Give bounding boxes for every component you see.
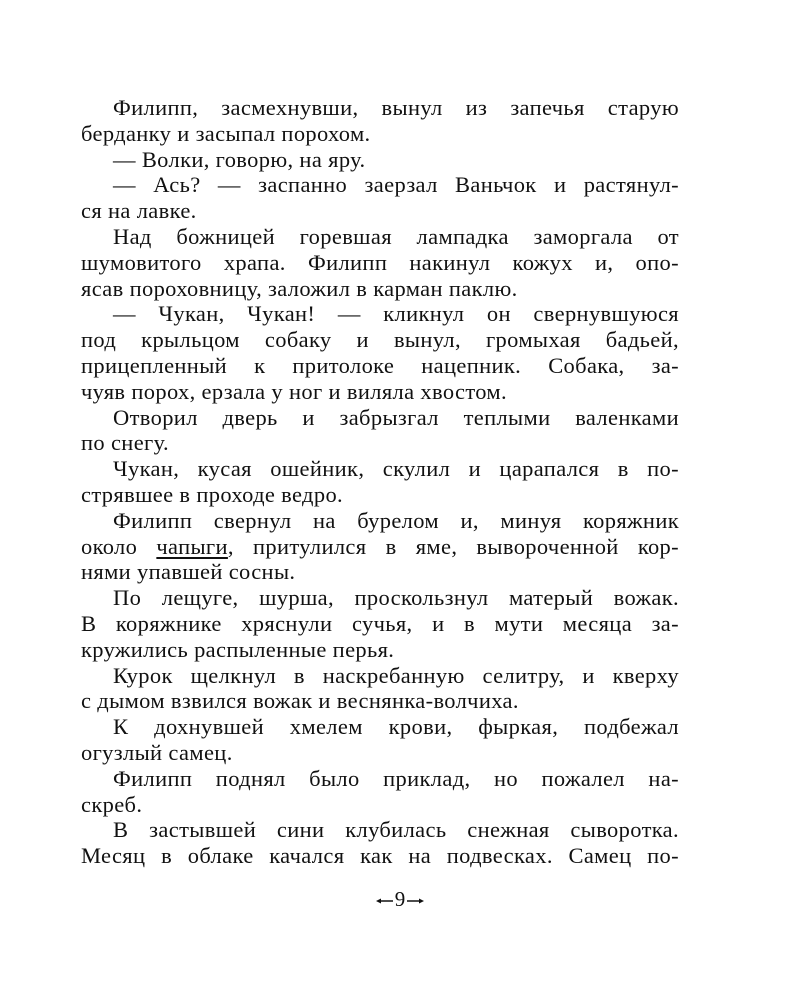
text-line: шумовитого храпа. Филипп накинул кожух и, опо- xyxy=(81,249,679,275)
page-number: 9 xyxy=(394,887,406,911)
text-line: Филипп свернул на бурелом и, минуя коряжник xyxy=(113,507,679,533)
text-fragment: , притулился в яме, вывороченной кор- xyxy=(227,533,679,559)
text-line: ясав пороховницу, заложил в карман паклю. xyxy=(81,275,518,301)
text-line: К дохнувшей хмелем крови, фыркая, подбежал xyxy=(113,714,679,740)
text-line-with-underline xyxy=(81,534,679,560)
text-line: Чукан, кусая ошейник, скулил и царапался в по- xyxy=(113,456,679,482)
text-line: кружились распыленные перья. xyxy=(81,636,395,662)
text-line: с дымом взвился вожак и веснянка-волчиха. xyxy=(81,688,519,714)
text-line: прицепленный к притолоке нацепник. Собака, за- xyxy=(81,352,679,378)
text-line: чуяв порох, ерзала у ног и виляла хвостом. xyxy=(81,378,507,404)
text-line: — Ась? — заспанно заерзал Ваньчок и растянул- xyxy=(113,172,679,198)
text-line: берданку и засыпал порохом. xyxy=(81,120,371,146)
text-line: скреб. xyxy=(81,791,143,817)
text-fragment: около xyxy=(81,533,157,559)
right-ornament-icon xyxy=(407,897,424,905)
text-line: Над божницей горевшая лампадка заморгала от xyxy=(113,223,679,249)
text-line: В коряжнике хряснули сучья, и в мути месяца за- xyxy=(81,610,679,636)
text-line: — Волки, говорю, на яру. xyxy=(113,146,366,172)
left-ornament-icon xyxy=(376,897,393,905)
underlined-word: чапыги xyxy=(156,533,228,559)
text-line: В застывшей сини клубилась снежная сыворотка. xyxy=(113,817,679,843)
text-line: Месяц в облаке качался как на подвесках. Самец по- xyxy=(81,843,679,869)
text-line: Филипп, засмехнувши, вынул из запечья старую xyxy=(113,95,679,120)
text-line: Отворил дверь и забрызгал теплыми валенками xyxy=(113,404,679,430)
text-line: Филипп поднял было приклад, но пожалел на- xyxy=(113,765,679,791)
text-line: под крыльцом собаку и вынул, громыхая бадьей, xyxy=(81,327,679,353)
page-number-footer xyxy=(0,887,800,912)
text-line: — Чукан, Чукан! — кликнул он свернувшуюся xyxy=(113,301,679,327)
text-line: ся на лавке. xyxy=(81,198,197,224)
text-line: По лещуге, шурша, проскользнул матерый вожак. xyxy=(113,585,679,611)
text-line: стрявшее в проходе ведро. xyxy=(81,481,344,507)
text-line: по снегу. xyxy=(81,430,169,456)
body-text xyxy=(81,95,679,869)
text-line: нями упавшей сосны. xyxy=(81,559,296,585)
text-line: Курок щелкнул в наскребанную селитру, и кверху xyxy=(113,662,679,688)
text-line: огузлый самец. xyxy=(81,739,233,765)
